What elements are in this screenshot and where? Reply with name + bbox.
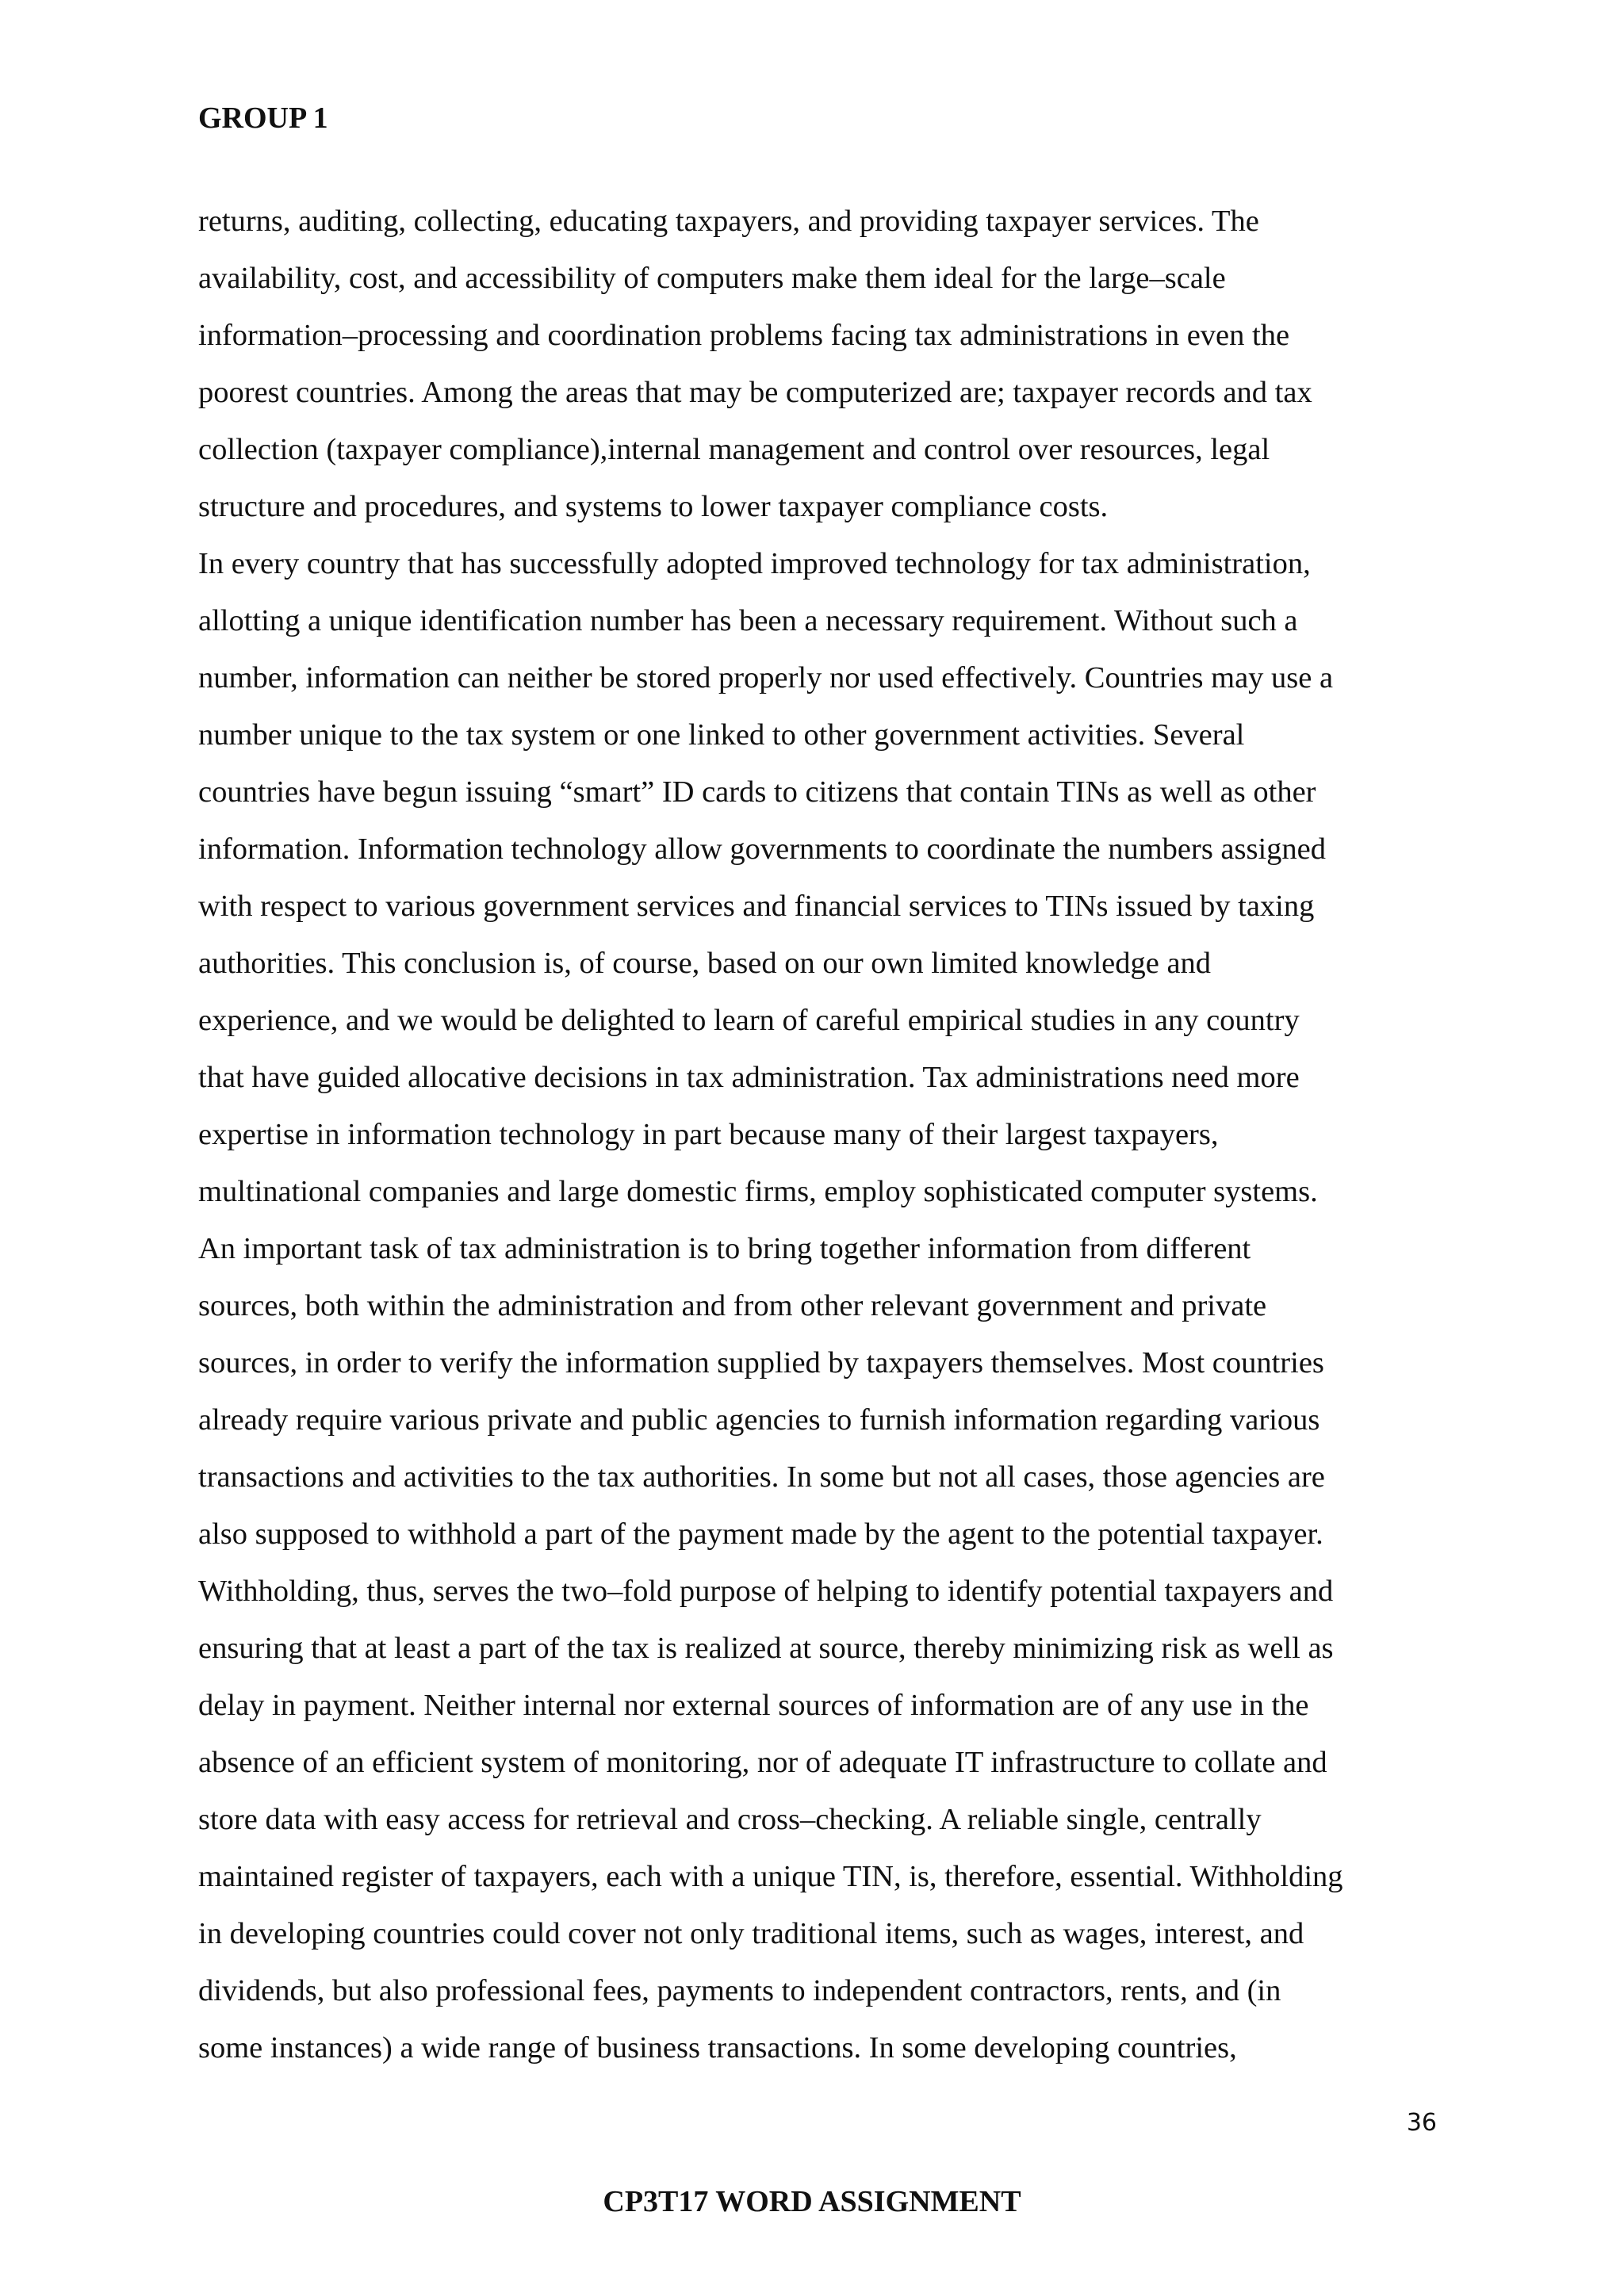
- text-line: poorest countries. Among the areas that may be computerized are; taxpayer records and tax: [198, 376, 1312, 409]
- page-number: 36: [1406, 2109, 1437, 2137]
- text-line: transactions and activities to the tax authorities. In some but not all cases, those agencies are: [198, 1460, 1325, 1494]
- text-line: in developing countries could cover not only traditional items, such as wages, interest, and: [198, 1917, 1304, 1950]
- text-line: that have guided allocative decisions in tax administration. Tax administrations need more: [198, 1061, 1300, 1094]
- text-line: returns, auditing, collecting, educating taxpayers, and providing taxpayer services. The: [198, 205, 1259, 238]
- text-line: allotting a unique identification number has been a necessary requirement. Without such a: [198, 604, 1298, 637]
- text-line: ensuring that at least a part of the tax is realized at source, thereby minimizing risk as well as: [198, 1632, 1334, 1665]
- text-line: sources, in order to verify the information supplied by taxpayers themselves. Most countries: [198, 1346, 1324, 1380]
- text-line: delay in payment. Neither internal nor external sources of information are of any use in the: [198, 1689, 1309, 1722]
- text-line: also supposed to withhold a part of the payment made by the agent to the potential taxpayer.: [198, 1517, 1323, 1551]
- text-line: structure and procedures, and systems to lower taxpayer compliance costs.: [198, 490, 1109, 523]
- text-line: expertise in information technology in part because many of their largest taxpayers,: [198, 1118, 1219, 1151]
- text-line: absence of an efficient system of monitoring, nor of adequate IT infrastructure to collate and: [198, 1746, 1327, 1779]
- text-line: some instances) a wide range of business transactions. In some developing countries,: [198, 2031, 1237, 2064]
- text-line: already require various private and public agencies to furnish information regarding various: [198, 1403, 1320, 1437]
- text-line: In every country that has successfully adopted improved technology for tax administration,: [198, 547, 1311, 580]
- text-line: information. Information technology allow governments to coordinate the numbers assigned: [198, 832, 1327, 866]
- text-line: multinational companies and large domestic firms, employ sophisticated computer systems.: [198, 1175, 1318, 1208]
- text-line: availability, cost, and accessibility of computers make them ideal for the large–scale: [198, 262, 1226, 295]
- text-line: information–processing and coordination problems facing tax administrations in even the: [198, 319, 1290, 352]
- text-line: number, information can neither be stored properly nor used effectively. Countries may use a: [198, 661, 1334, 695]
- text-line: An important task of tax administration is to bring together information from different: [198, 1232, 1251, 1265]
- body-text: [198, 193, 1451, 2076]
- text-line: number unique to the tax system or one linked to other government activities. Several: [198, 718, 1245, 752]
- text-line: countries have begun issuing “smart” ID cards to citizens that contain TINs as well as other: [198, 775, 1316, 809]
- page-header-title: GROUP 1: [198, 101, 328, 135]
- text-line: experience, and we would be delighted to learn of careful empirical studies in any country: [198, 1004, 1300, 1037]
- text-line: maintained register of taxpayers, each with a unique TIN, is, therefore, essential. Withholding: [198, 1860, 1343, 1893]
- text-line: collection (taxpayer compliance),internal management and control over resources, legal: [198, 433, 1270, 466]
- text-line: with respect to various government services and financial services to TINs issued by taxing: [198, 890, 1315, 923]
- text-line: authorities. This conclusion is, of course, based on our own limited knowledge and: [198, 947, 1212, 980]
- page-footer-title: CP3T17 WORD ASSIGNMENT: [603, 2185, 1021, 2218]
- text-line: dividends, but also professional fees, payments to independent contractors, rents, and (in: [198, 1974, 1281, 2007]
- text-line: Withholding, thus, serves the two–fold purpose of helping to identify potential taxpayers and: [198, 1575, 1334, 1608]
- text-line: store data with easy access for retrieval and cross–checking. A reliable single, centrally: [198, 1803, 1262, 1836]
- text-line: sources, both within the administration and from other relevant government and private: [198, 1289, 1267, 1322]
